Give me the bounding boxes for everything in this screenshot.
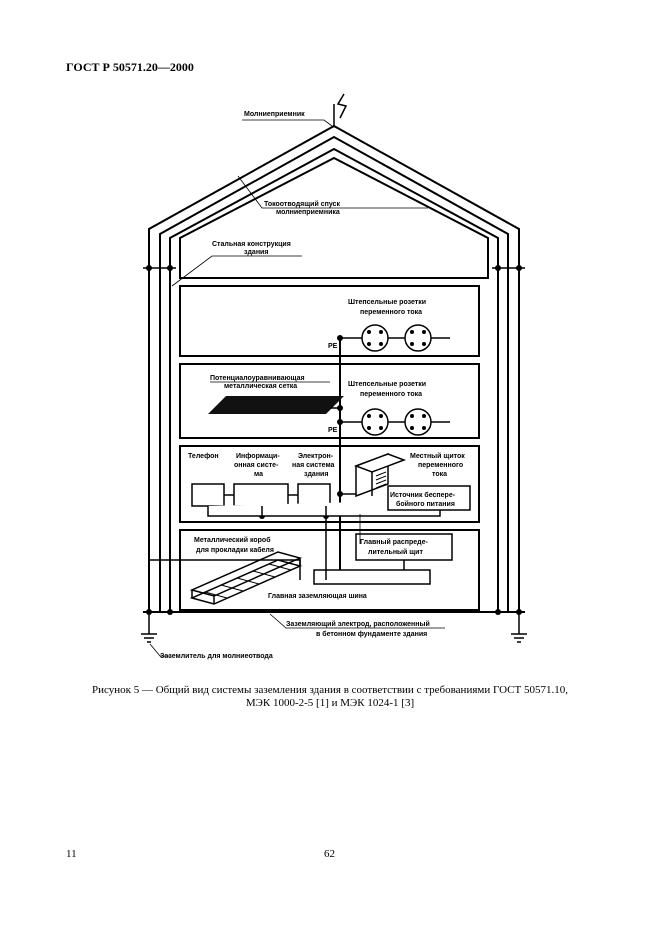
sockets-top-label-2: переменного тока xyxy=(360,309,423,316)
electronic-system-label: Электрон- xyxy=(298,453,334,460)
info-system-label: Информаци- xyxy=(236,453,280,460)
sockets-top-label: Штепсельные розетки xyxy=(348,299,427,306)
attic-room xyxy=(180,158,488,278)
electronic-system-box xyxy=(298,484,330,506)
lightning-rod-label: Молниеприемник xyxy=(244,111,305,118)
down-conductor-label: Токоотводящий спуск xyxy=(264,201,340,208)
cable-tray-label-2: для прокладки кабеля xyxy=(196,547,274,554)
socket-icon xyxy=(405,325,431,351)
ups-label: Источник беспере- xyxy=(390,492,456,499)
cable-tray-label: Металлический короб xyxy=(194,537,271,544)
lightning-earth-label: Заземлитель для молниеотвода xyxy=(160,653,273,660)
page-number-left: 11 xyxy=(66,848,77,860)
junction-dots xyxy=(146,265,522,615)
lightning-bolt-icon xyxy=(338,94,346,118)
sockets-mid-label: Штепсельные розетки xyxy=(348,381,427,388)
telephone-label: Телефон xyxy=(188,453,219,460)
local-panel-label: Местный щиток xyxy=(410,453,465,460)
steel-structure-label: Стальная конструкция xyxy=(212,241,291,248)
main-ground-bus-box xyxy=(314,570,430,584)
mesh-label-2: металлическая сетка xyxy=(224,383,298,390)
down-conductor-label-2: молниеприемника xyxy=(276,209,340,216)
ground-electrode-label-2: в бетонном фундаменте здания xyxy=(316,631,428,638)
electronic-system-label-3: здания xyxy=(304,471,329,478)
mesh-label: Потенциалоуравнивающая xyxy=(210,375,305,382)
pe-mid-label: PE xyxy=(328,427,338,434)
caption-line-1: Рисунок 5 — Общий вид системы заземления здания в соответствии с требованиями ГОСТ 50571.10, xyxy=(92,684,568,696)
document-code: ГОСТ Р 50571.20—2000 xyxy=(66,60,194,74)
caption-line-2: МЭК 1000-2-5 [1] и МЭК 1024-1 [3] xyxy=(245,697,415,709)
figure-caption xyxy=(60,684,600,710)
sockets-mid-label-2: переменного тока xyxy=(360,391,423,398)
ups-label-2: бойного питания xyxy=(396,501,455,508)
main-switchboard-label-2: лительный щит xyxy=(368,549,423,556)
pe-top-label: PE xyxy=(328,343,338,350)
main-switchboard-box xyxy=(356,534,452,560)
telephone-box xyxy=(192,484,224,506)
local-panel-label-3: тока xyxy=(432,471,448,478)
local-panel-label-2: переменного xyxy=(418,462,464,469)
main-switchboard-label: Главный распреде- xyxy=(360,539,428,546)
main-ground-bus-label: Главная заземляющая шина xyxy=(268,593,367,600)
info-system-label-2: онная систе- xyxy=(234,462,279,469)
electronic-system-label-2: ная система xyxy=(292,462,335,469)
potential-equalizing-mesh xyxy=(208,396,344,414)
ground-electrode-label: Заземляющий электрод, расположенный xyxy=(286,621,430,628)
steel-structure-label-2: здания xyxy=(244,249,269,256)
page-number-center: 62 xyxy=(324,848,335,860)
socket-icon xyxy=(362,325,388,351)
socket-icon xyxy=(405,409,431,435)
info-system-box xyxy=(234,484,288,506)
socket-icon xyxy=(362,409,388,435)
info-system-label-3: ма xyxy=(254,471,263,478)
